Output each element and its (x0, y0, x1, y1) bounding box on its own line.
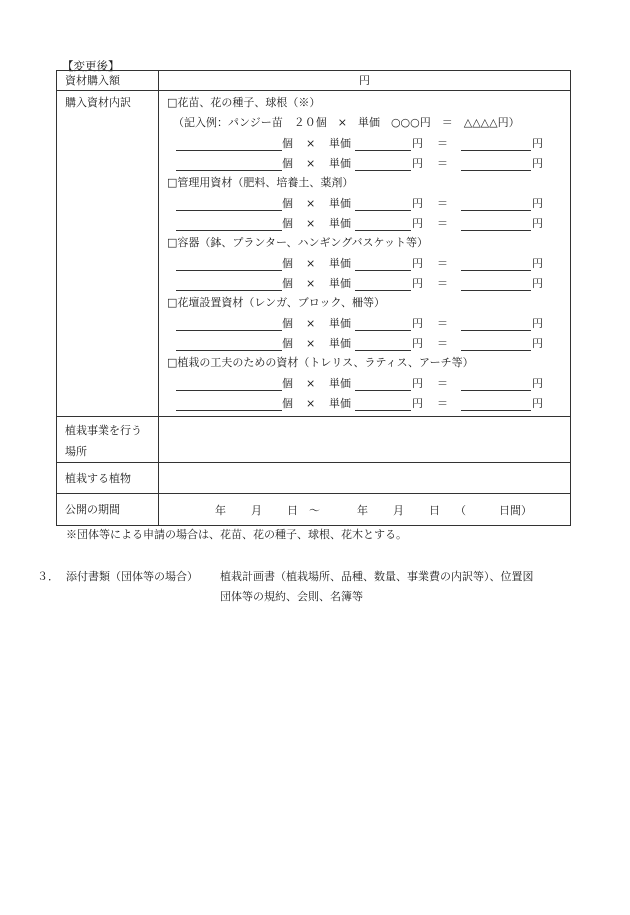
subtotal-yen: 円 (532, 217, 543, 230)
quantity-input[interactable] (176, 216, 282, 231)
entry-line-4-2 (159, 333, 570, 353)
equals-sign: ＝ (437, 197, 448, 210)
unit-price-input[interactable] (355, 396, 411, 411)
quantity-input[interactable] (176, 396, 282, 411)
unit-price-yen: 円 (412, 277, 423, 290)
category-checkbox[interactable]: □ (167, 296, 178, 309)
subtotal-input[interactable] (461, 156, 531, 171)
count-unit: 個 (282, 157, 293, 170)
section-heading: 【変更後】 (62, 59, 120, 73)
period-end-year: 年 (357, 504, 368, 517)
period-start-month: 月 (251, 504, 262, 517)
entry-line-5-1 (159, 373, 570, 393)
times-sign: × (306, 197, 316, 210)
count-unit: 個 (282, 397, 293, 410)
entry-line-3-2 (159, 273, 570, 293)
category-2 (159, 173, 570, 193)
period-start-day: 日 (287, 504, 298, 517)
unit-price-input[interactable] (355, 136, 411, 151)
times-sign: × (306, 217, 316, 230)
entry-line-1-1 (159, 133, 570, 153)
unit-price-input[interactable] (355, 276, 411, 291)
category-label: 植栽の工夫のための資材（トレリス、ラティス、アーチ等） (177, 356, 474, 369)
unit-price-input[interactable] (355, 376, 411, 391)
subtotal-input[interactable] (461, 396, 531, 411)
subtotal-input[interactable] (461, 256, 531, 271)
category-5 (159, 353, 570, 373)
category-label: 管理用資材（肥料、培養土、薬剤） (177, 176, 354, 189)
example-text: （記入例：パンジー苗 ２０個 × 単価 ○○○円 ＝ △△△△円） (173, 116, 520, 129)
equals-sign: ＝ (437, 317, 448, 330)
breakdown-field (159, 91, 571, 417)
subtotal-input[interactable] (461, 376, 531, 391)
unit-price-input[interactable] (355, 156, 411, 171)
subtotal-yen: 円 (532, 277, 543, 290)
times-sign: × (306, 157, 316, 170)
period-days: 日間） (499, 504, 532, 517)
place-field[interactable] (159, 417, 571, 463)
subtotal-yen: 円 (532, 397, 543, 410)
unit-price-label: 単価 (329, 317, 351, 330)
quantity-input[interactable] (176, 276, 282, 291)
equals-sign: ＝ (437, 217, 448, 230)
breakdown-label: 購入資材内訳 (57, 91, 159, 417)
attachments-title: 添付書類（団体等の場合） (66, 570, 198, 583)
times-sign: × (306, 317, 316, 330)
plants-label: 植栽する植物 (57, 463, 159, 494)
footnote: ※団体等による申請の場合は、花苗、花の種子、球根、花木とする。 (66, 528, 407, 541)
unit-price-label: 単価 (329, 337, 351, 350)
entry-line-2-1 (159, 193, 570, 213)
equals-sign: ＝ (437, 137, 448, 150)
unit-price-yen: 円 (412, 397, 423, 410)
subtotal-input[interactable] (461, 136, 531, 151)
unit-price-label: 単価 (329, 137, 351, 150)
times-sign: × (306, 397, 316, 410)
period-field[interactable] (159, 494, 571, 526)
count-unit: 個 (282, 337, 293, 350)
unit-price-label: 単価 (329, 257, 351, 270)
equals-sign: ＝ (437, 377, 448, 390)
quantity-input[interactable] (176, 336, 282, 351)
unit-price-yen: 円 (412, 257, 423, 270)
times-sign: × (306, 337, 316, 350)
unit-price-input[interactable] (355, 256, 411, 271)
category-checkbox[interactable]: □ (167, 96, 178, 109)
unit-price-input[interactable] (355, 196, 411, 211)
equals-sign: ＝ (437, 337, 448, 350)
unit-price-label: 単価 (329, 277, 351, 290)
unit-price-yen: 円 (412, 137, 423, 150)
times-sign: × (306, 377, 316, 390)
unit-price-yen: 円 (412, 217, 423, 230)
period-end-month: 月 (393, 504, 404, 517)
equals-sign: ＝ (437, 257, 448, 270)
period-end-day: 日 (429, 504, 440, 517)
subtotal-yen: 円 (532, 157, 543, 170)
category-3 (159, 233, 570, 253)
amount-label: 資材購入額 (57, 71, 159, 91)
attachments-body (220, 567, 534, 607)
subtotal-yen: 円 (532, 337, 543, 350)
place-label (57, 417, 159, 463)
subtotal-input[interactable] (461, 316, 531, 331)
unit-price-input[interactable] (355, 316, 411, 331)
period-paren-open: （ (455, 504, 466, 517)
subtotal-yen: 円 (532, 197, 543, 210)
quantity-input[interactable] (176, 256, 282, 271)
entry-line-5-2 (159, 393, 570, 413)
category-checkbox[interactable]: □ (167, 356, 178, 369)
category-label: 容器（鉢、プランター、ハンギングバスケット等） (177, 236, 428, 249)
count-unit: 個 (282, 217, 293, 230)
quantity-input[interactable] (176, 136, 282, 151)
period-start-year: 年 (215, 504, 226, 517)
unit-price-yen: 円 (412, 197, 423, 210)
count-unit: 個 (282, 277, 293, 290)
attachments-line2: 団体等の規約、会則、名簿等 (220, 590, 363, 603)
equals-sign: ＝ (437, 157, 448, 170)
count-unit: 個 (282, 197, 293, 210)
subtotal-input[interactable] (461, 196, 531, 211)
count-unit: 個 (282, 377, 293, 390)
period-tilde: ～ (309, 504, 320, 517)
application-form-table (56, 70, 571, 526)
unit-price-yen: 円 (412, 157, 423, 170)
subtotal-input[interactable] (461, 216, 531, 231)
unit-price-label: 単価 (329, 197, 351, 210)
quantity-input[interactable] (176, 156, 282, 171)
unit-price-yen: 円 (412, 317, 423, 330)
unit-price-input[interactable] (355, 216, 411, 231)
category-4 (159, 293, 570, 313)
plants-field[interactable] (159, 463, 571, 494)
subtotal-yen: 円 (532, 137, 543, 150)
period-label: 公開の期間 (57, 494, 159, 526)
count-unit: 個 (282, 317, 293, 330)
quantity-input[interactable] (176, 196, 282, 211)
equals-sign: ＝ (437, 277, 448, 290)
unit-price-yen: 円 (412, 377, 423, 390)
times-sign: × (306, 137, 316, 150)
unit-price-yen: 円 (412, 337, 423, 350)
subtotal-input[interactable] (461, 336, 531, 351)
unit-price-label: 単価 (329, 217, 351, 230)
attachments-number: ３． (37, 570, 59, 583)
unit-price-label: 単価 (329, 397, 351, 410)
category-1 (159, 93, 570, 113)
amount-field[interactable] (159, 71, 571, 91)
attachments-line1: 植栽計画書（植栽場所、品種、数量、事業費の内訳等）、位置図 (220, 570, 534, 583)
count-unit: 個 (282, 257, 293, 270)
times-sign: × (306, 257, 316, 270)
entry-line-3-1 (159, 253, 570, 273)
equals-sign: ＝ (437, 397, 448, 410)
entry-line-1-2 (159, 153, 570, 173)
subtotal-input[interactable] (461, 276, 531, 291)
place-label-line1: 植栽事業を行う (65, 424, 142, 437)
unit-price-label: 単価 (329, 157, 351, 170)
subtotal-yen: 円 (532, 377, 543, 390)
amount-unit: 円 (359, 74, 370, 87)
category-label: 花壇設置資材（レンガ、ブロック、柵等） (177, 296, 386, 309)
unit-price-label: 単価 (329, 377, 351, 390)
subtotal-yen: 円 (532, 317, 543, 330)
category-checkbox[interactable]: □ (167, 176, 178, 189)
entry-line-2-2 (159, 213, 570, 233)
category-checkbox[interactable]: □ (167, 236, 178, 249)
place-label-line2: 場所 (65, 445, 87, 458)
subtotal-yen: 円 (532, 257, 543, 270)
quantity-input[interactable] (176, 376, 282, 391)
quantity-input[interactable] (176, 316, 282, 331)
times-sign: × (306, 277, 316, 290)
count-unit: 個 (282, 137, 293, 150)
unit-price-input[interactable] (355, 336, 411, 351)
category-label: 花苗、花の種子、球根（※） (177, 96, 321, 109)
entry-line-4-1 (159, 313, 570, 333)
